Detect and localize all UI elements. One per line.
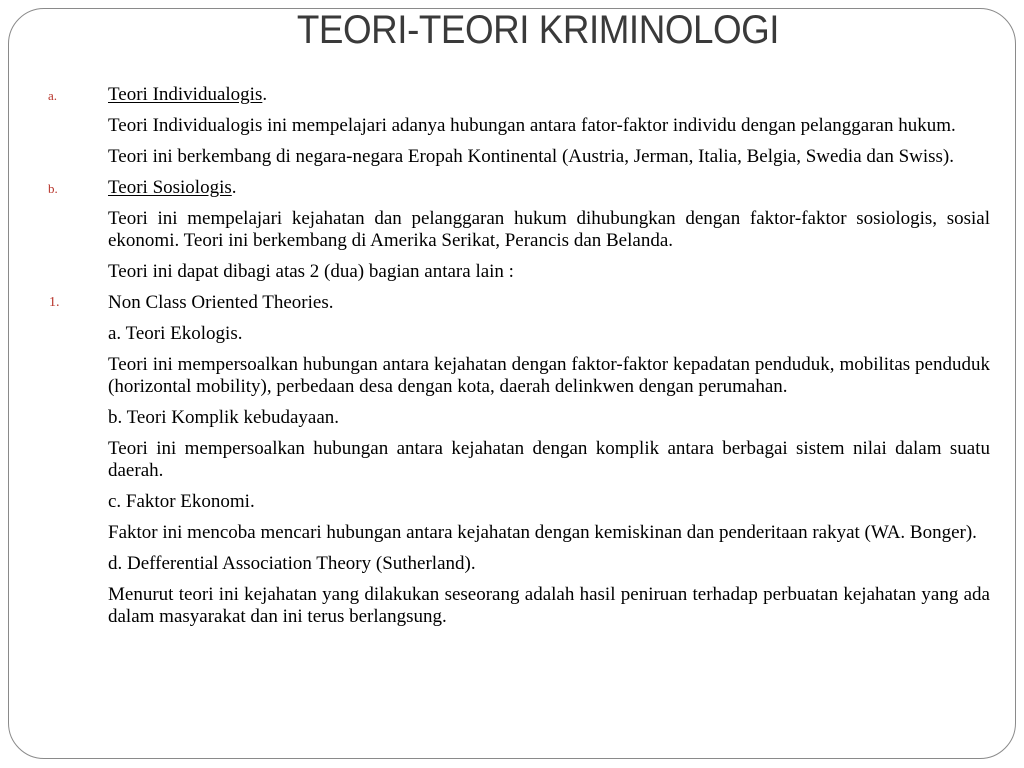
slide-body [48, 84, 990, 628]
list-marker-a: a. [48, 88, 58, 103]
list-item-a [48, 84, 990, 106]
paragraph-b-2: Teori ini dapat dibagi atas 2 (dua) bagian antara lain : [108, 261, 514, 282]
paragraph-faktor-ekonomi: Faktor ini mencoba mencari hubungan antara kejahatan dengan kemiskinan dan penderitaan rakyat (WA. Bonger). [108, 522, 977, 543]
subheading-komplik-kebudayaan: b. Teori Komplik kebudayaan. [108, 407, 340, 428]
heading-teori-individualogis: Teori Individualogis [108, 84, 263, 105]
paragraph-a-2: Teori ini berkembang di negara-negara Eropah Kontinental (Austria, Jerman, Italia, Belgia, Swedia dan Swiss). [108, 146, 955, 167]
paragraph-b-1: Teori ini mempelajari kejahatan dan pelanggaran hukum dihubungkan dengan faktor-faktor sosiologis, sosial ekonomi. Teori ini berkembang di Amerika Serikat, Perancis dan Belanda. [108, 208, 990, 251]
heading-teori-sosiologis: Teori Sosiologis [108, 177, 232, 198]
list-item-1 [49, 292, 990, 314]
subheading-differential-association: d. Defferential Association Theory (Sutherland). [108, 553, 476, 574]
subheading-faktor-ekonomi: c. Faktor Ekonomi. [108, 491, 255, 512]
paragraph-differential-association: Menurut teori ini kejahatan yang dilakukan seseorang adalah hasil peniruan terhadap perbuatan kejahatan yang ada dalam masyarakat dan ini terus berlangsung. [108, 584, 990, 627]
heading-punct: . [231, 177, 237, 198]
slide-title: TEORI-TEORI KRIMINOLOGI [296, 8, 780, 52]
subheading-ekologis: a. Teori Ekologis. [108, 323, 243, 344]
list-item-b [48, 177, 990, 199]
paragraph-komplik-kebudayaan: Teori ini mempersoalkan hubungan antara kejahatan dengan komplik antara berbagai sistem nilai dalam suatu daerah. [108, 438, 990, 481]
list-marker-b: b. [48, 181, 58, 196]
heading-non-class-oriented: Non Class Oriented Theories. [108, 292, 334, 313]
paragraph-a-1: Teori Individualogis ini mempelajari adanya hubungan antara fator-faktor individu dengan pelanggaran hukum. [108, 115, 956, 136]
paragraph-ekologis: Teori ini mempersoalkan hubungan antara kejahatan dengan faktor-faktor kepadatan penduduk, mobilitas penduduk (horizontal mobility), perbedaan desa dengan kota, daerah delinkwen dengan perumahan. [108, 354, 990, 397]
heading-punct: . [262, 84, 268, 105]
list-marker-1: 1. [49, 295, 60, 310]
